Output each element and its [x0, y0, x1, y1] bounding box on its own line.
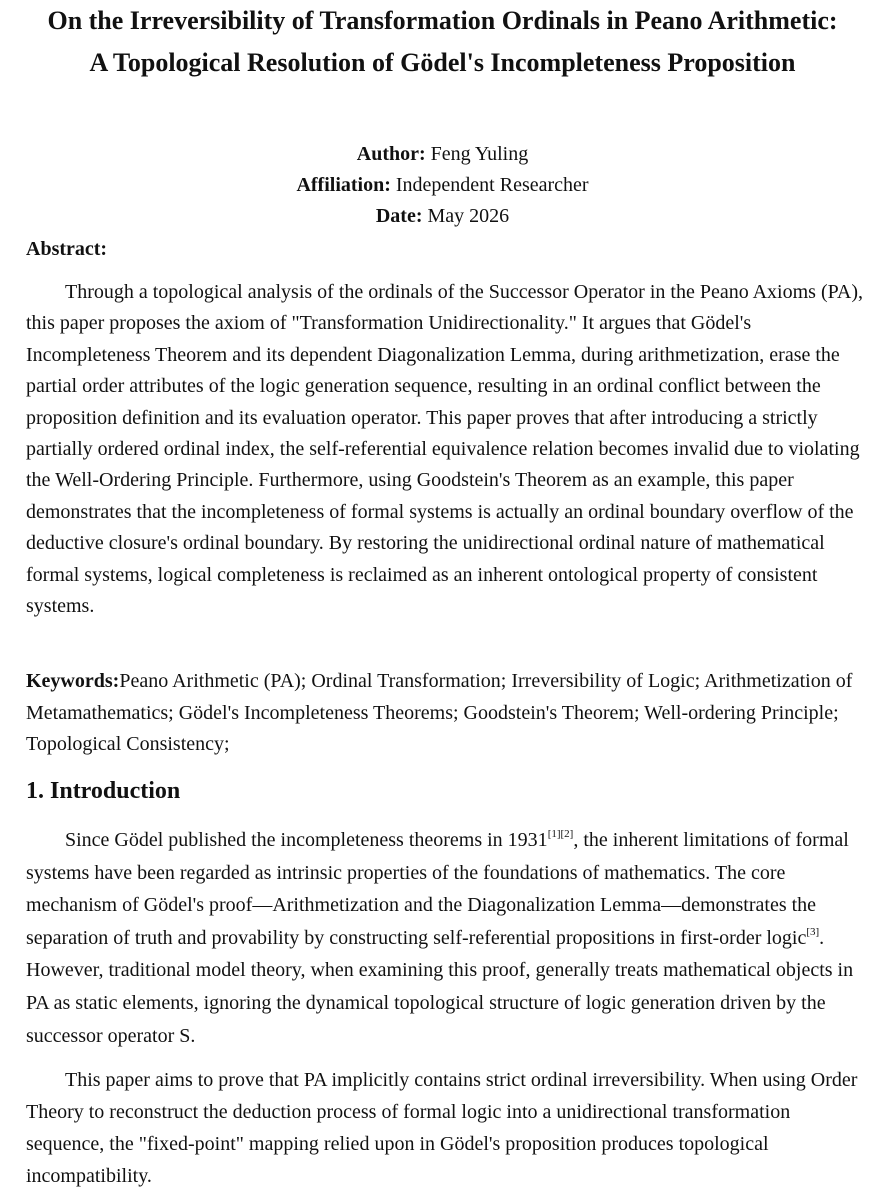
introduction-paragraph-1 — [26, 824, 865, 1052]
introduction-paragraph-2: This paper aims to prove that PA implicitly contains strict ordinal irreversibility. When using Order Theory to reconstruct the deduction process of formal logic into a unidirectional transformation sequence, the "fixed-point" mapping relied upon in Gödel's proposition produces topological incompatibility. — [26, 1069, 858, 1187]
affiliation-line — [0, 170, 885, 201]
date-label: Date: — [375, 205, 423, 227]
date-line — [0, 201, 885, 232]
abstract-text: Through a topological analysis of the ordinals of the Successor Operator in the Peano Axioms (PA), this paper proposes the axiom of "Transformation Unidirectionality." It argues that Gödel's Incompleteness Theorem and its dependent Diagonalization Lemma, during arithmetization, erase the partial order attributes of the logic generation sequence, resulting in an ordinal conflict between the proposition definition and its evaluation operator. This paper proves that after introducing a strictly partially ordered ordinal index, the self-referential equivalence relation becomes invalid due to violating the Well-Ordering Principle. Furthermore, using Goodstein's Theorem as an example, this paper demonstrates that the incompleteness of formal systems is actually an ordinal boundary overflow of the deductive closure's ordinal boundary. By restoring the unidirectional ordinal nature of mathematical formal systems, logical completeness is reclaimed as an inherent ontological property of consistent systems. — [26, 281, 863, 618]
author-name: Feng Yuling — [430, 143, 529, 165]
author-label: Author: — [356, 143, 426, 165]
keywords-label: Keywords: — [26, 670, 120, 692]
author-line — [0, 139, 885, 170]
keywords-text: Peano Arithmetic (PA); Ordinal Transformation; Irreversibility of Logic; Arithmetization of Metamathematics; Gödel's Incompleteness Theorems; Goodstein's Theorem; Well-ordering Principle; Topological Consistency; — [26, 670, 853, 755]
paper-metadata — [0, 139, 885, 232]
date-value: May 2026 — [427, 205, 510, 227]
affiliation-label: Affiliation: — [296, 174, 391, 196]
citation-ref-1-2[interactable]: [1][2] — [547, 828, 574, 840]
intro-text-2: , the inherent limitations of formal systems have been regarded as intrinsic properties of the foundations of mathematics. The core mechanism of Gödel's proof—Arithmetization and the Diagonalization Lemma—demonstrates the separation of truth and provability by constructing self-referential propositions in first-order logic — [26, 829, 849, 949]
section-heading-introduction: 1. Introduction — [26, 778, 181, 804]
affiliation-value: Independent Researcher — [395, 174, 589, 196]
citation-ref-3[interactable]: [3] — [806, 925, 820, 938]
keywords — [26, 666, 865, 761]
intro-text-3: . However, traditional model theory, when examining this proof, generally treats mathematical objects in PA as static elements, ignoring the dynamical topological structure of logic generation driven by the successor operator S. — [26, 926, 854, 1047]
abstract-heading: Abstract: — [26, 238, 108, 260]
paper-title: On the Irreversibility of Transformation Ordinals in Peano Arithmetic: A Topological Resolution of Gödel's Incompleteness Proposition — [47, 6, 838, 77]
intro-text-1: Since Gödel published the incompleteness theorems in 1931 — [65, 829, 548, 851]
